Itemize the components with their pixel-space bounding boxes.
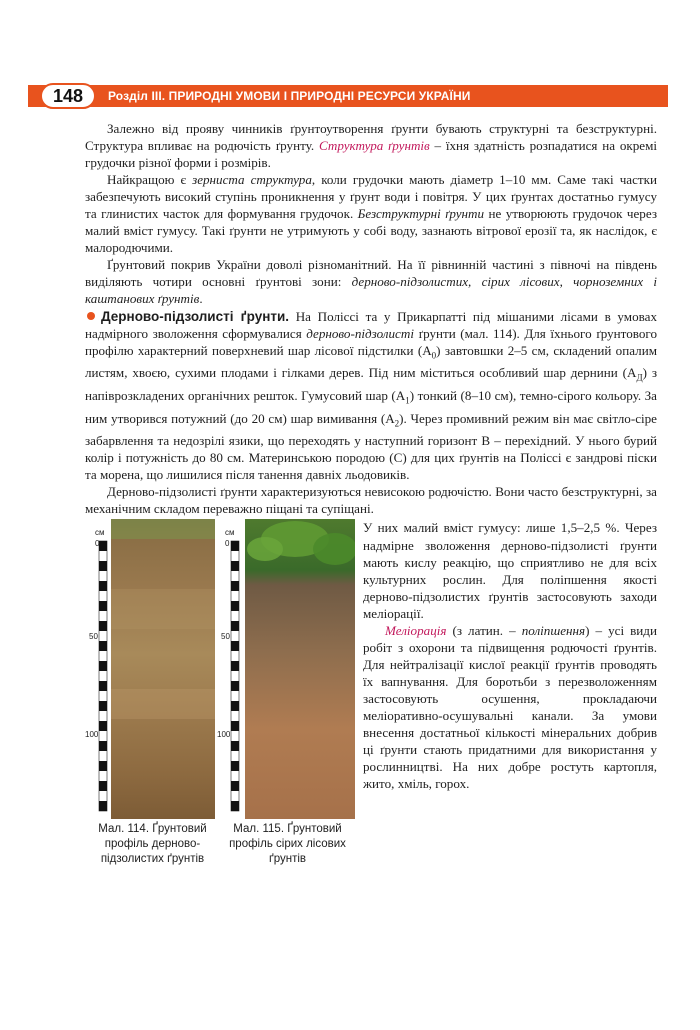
bullet-icon: [87, 312, 95, 320]
fig114-scale-100: 100: [85, 730, 99, 740]
fig115-scale-100: 100: [217, 730, 231, 740]
fig114-scale-50: 50: [89, 632, 98, 642]
page-content: [85, 120, 657, 889]
soil-profile-photos: [85, 519, 355, 819]
fig114-caption: Мал. 114. Ґрунтовий профіль дерново-підзолистих ґрунтів: [98, 823, 207, 866]
fig115-scale-0: 0: [225, 539, 230, 549]
term-soil-structure: Структура ґрунтів: [318, 138, 430, 154]
fig114-scale-0: 0: [95, 539, 100, 549]
side-column: [363, 519, 657, 792]
fig114-scale-unit: см: [95, 528, 105, 538]
page-number: 148: [40, 83, 96, 109]
paragraph-fertility: Дерново-підзолисті ґрунти характеризуються невисокою родючістю. Вони часто безструктурні, за механічним складом переважно піщані та супіщані.: [85, 484, 657, 517]
fig115-caption: Мал. 115. Ґрунтовий профіль сірих лісових ґрунтів: [229, 823, 346, 866]
fig114-photo: [111, 519, 215, 819]
paragraph-sod-podzolic: Дерново-підзолисті ґрунти. На Поліссі та у Прикарпатті під мішаними лісами в умовах надмірного зволоження сформувалися дерново-підзолисті ґрунти (мал. 114). Для їхнього ґрунтового профілю характерний поверхневий шар лісової підстилки $(А_0)$ завтовшки 2–5 см, складений опалим листям, хвоєю, сухими плодами і гілками дерев. Під ним міститься особливий шар дернини $(А_Д)$ з напіврозкладених органічних решток. Гумусовий шар $(А_1)$ тонкий (8–10 см), темно-сірого кольору. За ним утворився потужний (до 20 см) шар вимивання $(А_2)$. Через промивний режим він має світло-сіре забарвлення та недозрілі язики, що переходять у наступний горизонт В – перехідний. У нього бурий колір і потужність до 80 см. Материнською породою (С) для цих ґрунтів на Поліссі є зандрові піски та морена, що лишилися після танення давніх льодовиків.: [85, 308, 658, 483]
fig115-scale-50: 50: [221, 632, 230, 642]
term-melioration: Меліорація: [385, 622, 447, 638]
figure-row: [85, 519, 657, 889]
paragraph-zones: Ґрунтовий покрив України доволі різноманітний. На її рівнинній частині з півночі на південь виділяють чотири основні ґрунтові зони: дерново-підзолистих, сірих лісових, чорноземних і каштанових ґрунтів.: [85, 257, 657, 307]
figure-photos: [85, 519, 355, 889]
fig115-scale-unit: см: [225, 528, 235, 538]
paragraph-humus: У них малий вміст гумусу: лише 1,5–2,5 %. Через надмірне зволоження дерново-підзолисті ґрунти мають кислу реакцію, що сприятливо не для всіх культурних рослин. Для поліпшення якості дерново-підзолистих ґрунтів застосовують заходи меліорації.: [363, 520, 657, 621]
paragraph-melioration: Меліорація (з латин. – поліпшення) – усі види робіт з охорони та підвищення родючості ґрунтів. Для нейтралізації кислої реакції ґрунтів проводять їх вапнування. Для боротьби з перезволоженням застосовують осушення, прокладаючи меліоративно-осушувальні канали. За умови внесення достатньої кількості мінеральних добрив ці ґрунти стають придатними для використання у рослинництві. На них добре ростуть картопля, жито, хміль, горох.: [363, 622, 657, 792]
paragraph-structure: Залежно від прояву чинників ґрунтоутворення ґрунти бувають структурні та безструктурні. Структура впливає на родючість ґрунту. Структура ґрунтів – їхня здатність розпадатися на окремі грудочки різної форми і розмірів.: [85, 121, 658, 171]
section-title: Розділ ІІІ. ПРИРОДНІ УМОВИ І ПРИРОДНІ РЕСУРСИ УКРАЇНИ: [108, 89, 471, 103]
paragraph-granular: Найкращою є зерниста структура, коли грудочки мають діаметр 1–10 мм. Саме такі частки забезпечують високий ступінь проникнення у ґрунт води і повітря. У цих ґрунтах достатньо гумусу та глинистих часток для формування грудочок. Безструктурні ґрунти не утворюють грудочок через малий вміст гумусу. Такі ґрунти не утримують у собі воду, зазнають вітрової ерозії та, як наслідок, є малородючими.: [85, 172, 657, 256]
subheading: Дерново-підзолисті ґрунти.: [101, 308, 290, 324]
